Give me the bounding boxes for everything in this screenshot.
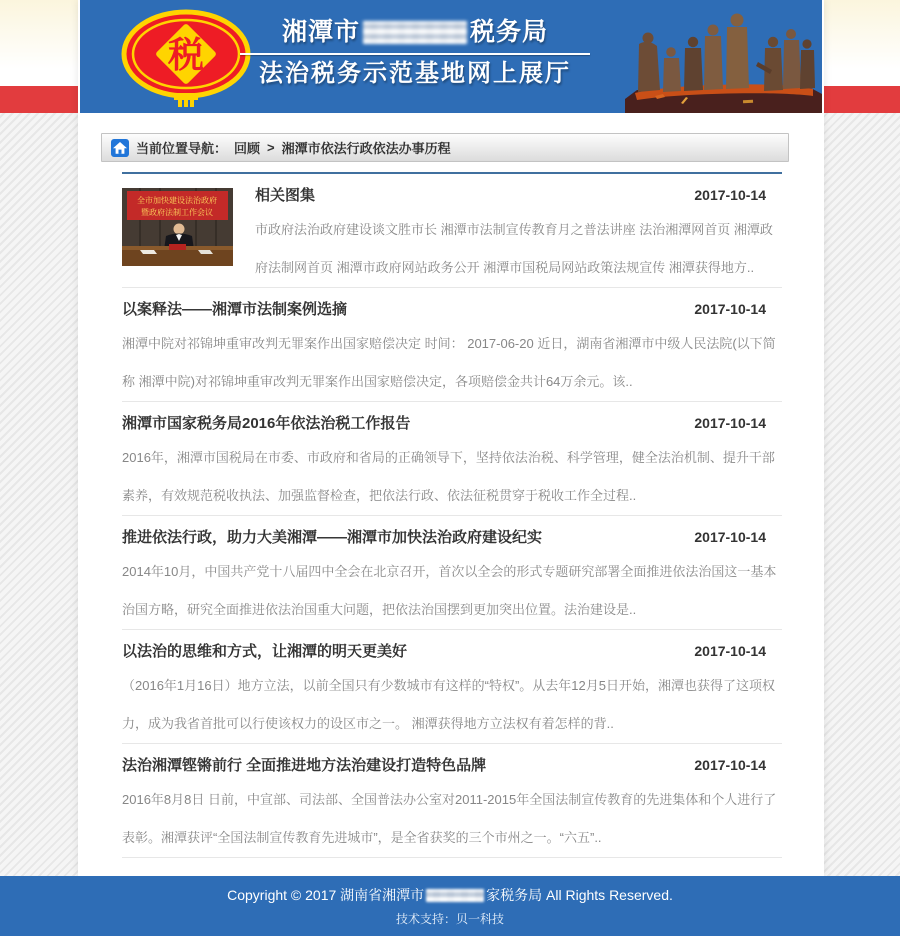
article-summary: 市政府法治政府建设谈文胜市长 湘潭市法制宣传教育月之普法讲座 法治湘潭网首页 湘潭政府法制网首页 湘潭市政府网站政务公开 湘潭市国税局网站政策法规宣传 湘潭获得地方.. xyxy=(255,222,773,275)
copyright-suffix: 家税务局 All Rights Reserved. xyxy=(486,887,673,903)
article-summary: 湘潭中院对祁锦坤重审改判无罪案作出国家赔偿决定 时间： 2017-06-20 近日，湖南省湘潭市中级人民法院(以下简称 湘潭中院)对祁锦坤重审改判无罪案作出国家赔偿决定，各项赔偿金共计64万余元。该.. xyxy=(122,336,776,389)
article-summary: 2014年10月，中国共产党十八届四中全会在北京召开，首次以全会的形式专题研究部署全面推进依法治国这一基本治国方略，研究全面推进依法治国重大问题，把依法治国摆到更加突出位置。法治建设是.. xyxy=(122,564,777,617)
article-title[interactable]: 以法治的思维和方式，让湘潭的明天更美好 xyxy=(122,643,408,660)
article-summary: 2016年，湘潭市国税局在市委、市政府和省局的正确领导下，坚持依法治税、科学管理，健全法治机制、提升干部素养，有效规范税收执法、加强监督检查，把依法行政、依法征税贯穿于税收工作全过程.. xyxy=(122,450,775,503)
censored-copyright-text xyxy=(426,889,484,902)
article-title[interactable]: 推进依法行政，助力大美湘潭——湘潭市加快法治政府建设纪实 xyxy=(122,529,543,546)
article-body xyxy=(122,300,782,401)
content-panel xyxy=(80,113,822,876)
article-date: 2017-10-14 xyxy=(694,415,766,431)
article-body xyxy=(122,414,782,515)
footer xyxy=(0,876,900,936)
center-column xyxy=(78,0,824,876)
article-head xyxy=(122,756,782,775)
article-head xyxy=(255,186,782,205)
copyright-line xyxy=(0,876,900,905)
tax-logo-icon xyxy=(120,9,252,107)
article-list-item[interactable] xyxy=(122,288,782,402)
breadcrumb-link-review[interactable]: 回顾 xyxy=(234,141,261,156)
red-stripe-right xyxy=(824,86,900,113)
site-title-block xyxy=(240,17,590,88)
article-list-item[interactable] xyxy=(122,744,782,858)
article-date: 2017-10-14 xyxy=(694,187,766,203)
copyright-prefix: Copyright © 2017 湖南省湘潭市 xyxy=(227,887,425,903)
article-date: 2017-10-14 xyxy=(694,643,766,659)
article-summary: （2016年1月16日）地方立法，以前全国只有少数城市有这样的“特权”。从去年12月5日开始，湘潭也获得了这项权力，成为我省首批可以行使该权力的设区市之一。 湘潭获得地方立法权有着怎样的背.. xyxy=(122,678,775,731)
article-body xyxy=(122,642,782,743)
statue-photo xyxy=(625,0,822,113)
article-list-item[interactable] xyxy=(122,174,782,288)
censored-title-text xyxy=(363,21,467,44)
article-body xyxy=(255,186,782,287)
top-left-corner xyxy=(0,0,78,86)
title-divider xyxy=(240,53,590,55)
article-list-item[interactable] xyxy=(122,630,782,744)
article-summary: 2016年8月8日 日前，中宣部、司法部、全国普法办公室对2011-2015年全国法制宣传教育的先进集体和个人进行了表彰。湘潭获评“全国法制宣传教育先进城市”，是全省获奖的三个市州之一。“六五”.. xyxy=(122,792,777,845)
article-date: 2017-10-14 xyxy=(694,529,766,545)
breadcrumb-label: 当前位置导航： xyxy=(136,141,228,156)
tech-support-line: 技术支持：贝一科技 xyxy=(395,912,504,926)
article-date: 2017-10-14 xyxy=(694,301,766,317)
breadcrumb-current: 湘潭市依法行政依法办事历程 xyxy=(281,141,451,156)
article-body xyxy=(122,756,782,857)
article-body xyxy=(122,528,782,629)
logo-character: 税 xyxy=(167,34,205,75)
site-subtitle: 法治税务示范基地网上展厅 xyxy=(259,60,571,87)
article-head xyxy=(122,414,782,433)
article-list-item[interactable] xyxy=(122,402,782,516)
article-title[interactable]: 相关图集 xyxy=(255,187,316,204)
article-head xyxy=(122,528,782,547)
article-head xyxy=(122,300,782,319)
article-title[interactable]: 法治湘潭铿锵前行 全面推进地方法治建设打造特色品牌 xyxy=(122,757,487,774)
svg-text:暨政府法制工作会议: 暨政府法制工作会议 xyxy=(141,208,213,217)
article-list xyxy=(122,172,782,858)
breadcrumb-separator: > xyxy=(267,140,275,155)
article-date: 2017-10-14 xyxy=(694,757,766,773)
site-title xyxy=(240,17,590,47)
breadcrumb xyxy=(101,133,789,162)
article-head xyxy=(122,642,782,661)
site-title-suffix: 税务局 xyxy=(470,18,549,46)
red-stripe-left xyxy=(0,86,78,113)
article-list-item[interactable] xyxy=(122,516,782,630)
article-title[interactable]: 湘潭市国家税务局2016年依法治税工作报告 xyxy=(122,415,411,432)
svg-text:全市加快建设法治政府: 全市加快建设法治政府 xyxy=(137,196,217,205)
article-title[interactable]: 以案释法——湘潭市法制案例选摘 xyxy=(122,301,348,318)
top-right-corner xyxy=(824,0,900,86)
site-header xyxy=(80,0,822,113)
home-icon[interactable] xyxy=(111,139,129,157)
article-thumbnail[interactable] xyxy=(122,188,233,266)
site-title-prefix: 湘潭市 xyxy=(281,18,360,46)
